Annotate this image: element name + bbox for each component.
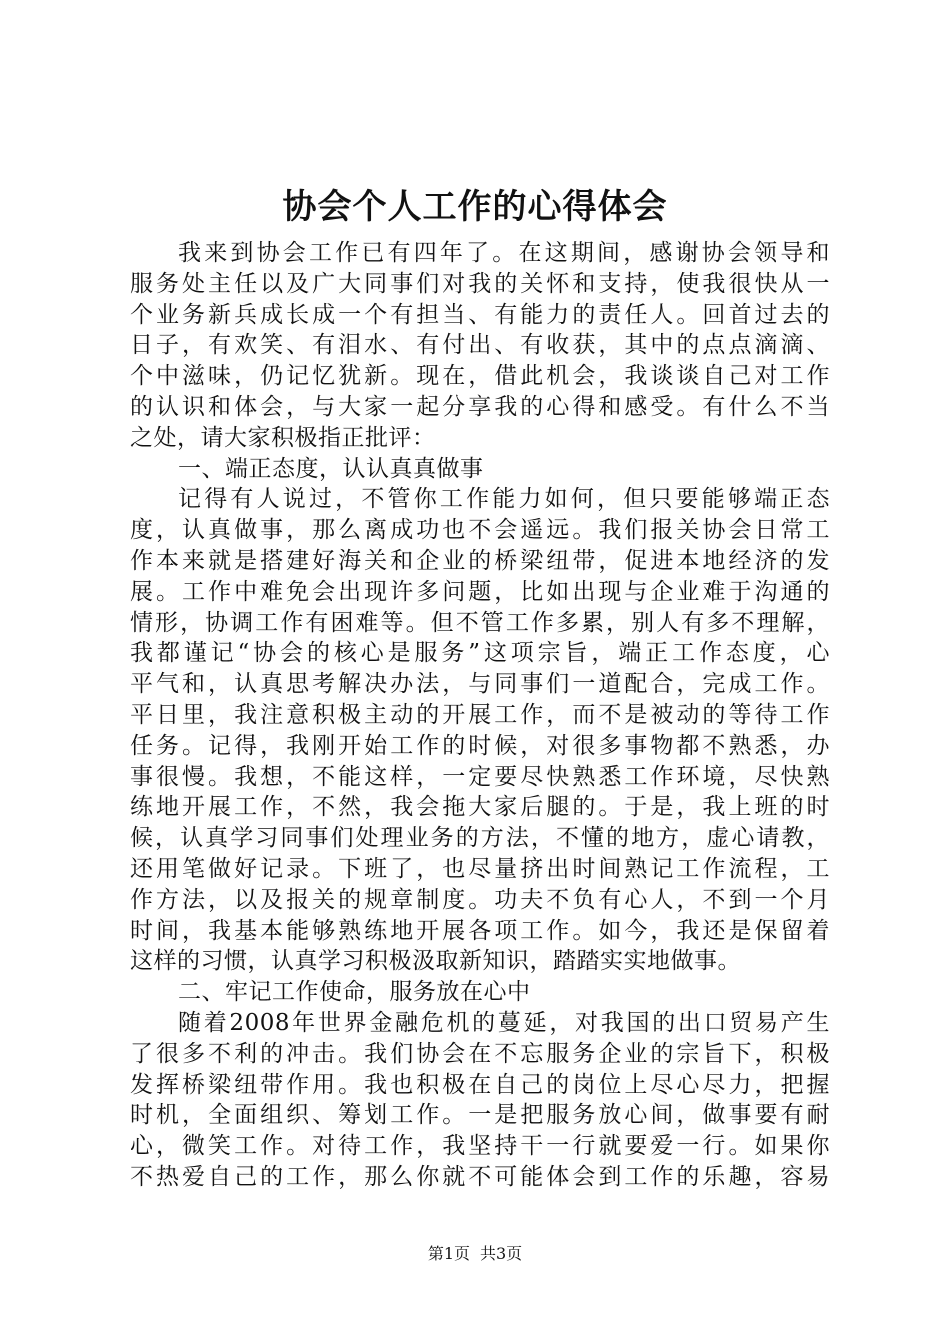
document-title: 协会个人工作的心得体会 (282, 187, 668, 227)
text-line: 了很多不利的冲击。我们协会在不忘服务企业的宗旨下，积极 (130, 1040, 830, 1067)
text-line: 平气和，认真思考解决办法，与同事们一道配合，完成工作。 (130, 671, 830, 698)
text-line: 服务处主任以及广大同事们对我的关怀和支持，使我很快从一 (130, 270, 830, 297)
text-line: 的认识和体会，与大家一起分享我的心得和感受。有什么不当 (130, 393, 830, 420)
text-line: 我都谨记“协会的核心是服务”这项宗旨，端正工作态度，心 (130, 640, 830, 667)
text-line: 情形，协调工作有困难等。但不管工作多累，别人有多不理解， (130, 609, 830, 636)
text-line: 作方法，以及报关的规章制度。功夫不负有心人，不到一个月 (130, 886, 830, 913)
text-line: 个中滋味，仍记忆犹新。现在，借此机会，我谈谈自己对工作 (130, 363, 830, 390)
text-line: 随着2008年世界金融危机的蔓延，对我国的出口贸易产生 (178, 1009, 830, 1036)
text-line: 度，认真做事，那么离成功也不会遥远。我们报关协会日常工 (130, 517, 830, 544)
text-line: 二、牢记工作使命，服务放在心中 (178, 979, 531, 1006)
text-line: 记得有人说过，不管你工作能力如何，但只要能够端正态 (178, 486, 830, 513)
text-line: 个业务新兵成长成一个有担当、有能力的责任人。回首过去的 (130, 301, 830, 328)
text-line: 展。工作中难免会出现许多问题，比如出现与企业难于沟通的 (130, 578, 830, 605)
text-line: 这样的习惯，认真学习积极汲取新知识，踏踏实实地做事。 (130, 948, 741, 975)
text-line: 作本来就是搭建好海关和企业的桥梁纽带，促进本地经济的发 (130, 547, 830, 574)
text-line: 日子，有欢笑、有泪水、有付出、有收获，其中的点点滴滴、 (130, 332, 830, 359)
text-line: 发挥桥梁纽带作用。我也积极在自己的岗位上尽心尽力，把握 (130, 1071, 830, 1098)
text-line: 我来到协会工作已有四年了。在这期间，感谢协会领导和 (178, 240, 830, 266)
text-line: 心，微笑工作。对待工作，我坚持干一行就要爱一行。如果你 (130, 1133, 830, 1160)
text-line: 时机，全面组织、筹划工作。一是把服务放心间，做事要有耐 (130, 1102, 830, 1129)
page-footer (0, 1242, 950, 1266)
page-total: 共3页 (480, 1244, 523, 1263)
page-number: 第1页 (427, 1244, 470, 1263)
text-line: 之处，请大家积极指正批评： (130, 424, 436, 451)
text-line: 时间，我基本能够熟练地开展各项工作。如今，我还是保留着 (130, 917, 830, 944)
text-line: 候，认真学习同事们处理业务的方法，不懂的地方，虚心请教， (130, 825, 830, 852)
text-line: 事很慢。我想，不能这样，一定要尽快熟悉工作环境，尽快熟 (130, 763, 830, 790)
text-line: 不热爱自己的工作，那么你就不可能体会到工作的乐趣，容易 (130, 1163, 830, 1190)
document-body (130, 238, 830, 1193)
text-line: 平日里，我注意积极主动的开展工作，而不是被动的等待工作 (130, 701, 830, 728)
text-line: 任务。记得，我刚开始工作的时候，对很多事物都不熟悉，办 (130, 732, 830, 759)
text-line: 一、端正态度，认认真真做事 (178, 455, 484, 482)
text-line: 还用笔做好记录。下班了，也尽量挤出时间熟记工作流程，工 (130, 855, 830, 882)
text-line: 练地开展工作，不然，我会拖大家后腿的。于是，我上班的时 (130, 794, 830, 821)
